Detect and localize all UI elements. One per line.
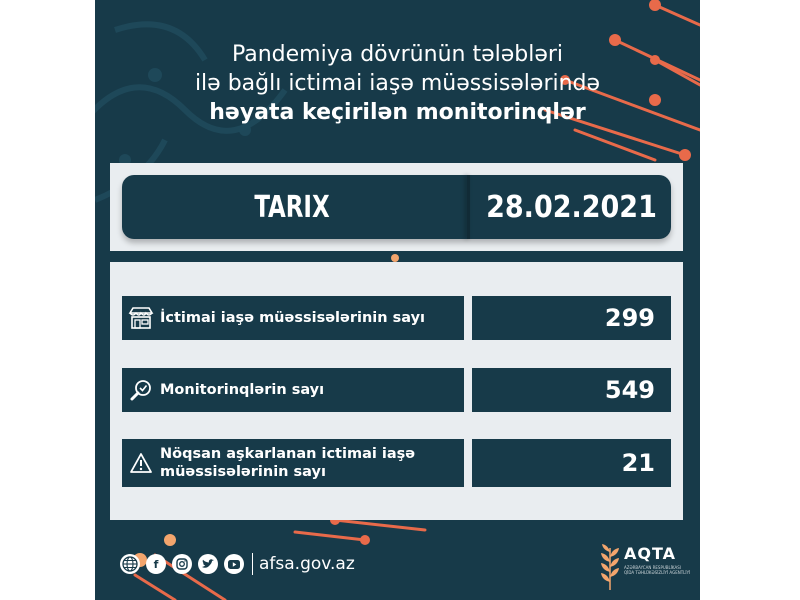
stat-value: 549: [472, 368, 671, 412]
headline-line-2: ilə bağlı ictimai iaşə müəssisələrində: [194, 71, 601, 96]
stat-label-line-2: müəssisələrinin sayı: [160, 464, 326, 480]
headline-line-1: Pandemiya dövrünün tələbləri: [231, 42, 564, 67]
logo-name: AQTA: [624, 544, 677, 563]
stat-label-line-1: Nöqsan aşkarlanan ictimai iaşə: [160, 446, 416, 462]
date-box: [122, 175, 671, 239]
globe-icon[interactable]: [120, 554, 140, 574]
logo-subtitle: AZƏRBAYCAN RESPUBLİKASI QİDA TƏHLÜKƏSİZLİYİ AGENTLİYİ: [624, 565, 691, 575]
date-panel: [110, 163, 683, 251]
date-divider: [467, 175, 470, 239]
stat-label: İctimai iaşə müəssisələrinin sayı: [160, 310, 426, 326]
poster: [95, 0, 700, 600]
stat-label: Monitorinqlərin sayı: [160, 382, 325, 398]
stat-value: 21: [472, 439, 671, 487]
stat-row-establishments: [122, 296, 671, 340]
footer-separator: [252, 553, 253, 575]
stat-row-monitorings: [122, 368, 671, 412]
headline-line-3: həyata keçirilən monitorinqlər: [209, 100, 586, 125]
website-link[interactable]: afsa.gov.az: [259, 554, 355, 574]
date-label: TARIX: [254, 189, 330, 225]
stat-label-box: [122, 296, 464, 340]
aqta-logo: [598, 540, 693, 595]
magnifier-icon: [122, 378, 160, 402]
headline: [95, 40, 700, 127]
stat-row-violations: [122, 439, 671, 487]
storefront-icon: [122, 307, 160, 329]
warning-icon: [122, 452, 160, 474]
stat-label-box: [122, 439, 464, 487]
stat-label: [160, 445, 415, 481]
footer: [120, 548, 355, 580]
youtube-icon[interactable]: [224, 554, 244, 574]
stat-value: 299: [472, 296, 671, 340]
facebook-icon[interactable]: f: [146, 554, 166, 574]
date-value: 28.02.2021: [486, 189, 657, 225]
twitter-icon[interactable]: [198, 554, 218, 574]
stat-label-box: [122, 368, 464, 412]
instagram-icon[interactable]: [172, 554, 192, 574]
wheat-icon: [598, 542, 622, 592]
stats-panel: [110, 262, 683, 520]
